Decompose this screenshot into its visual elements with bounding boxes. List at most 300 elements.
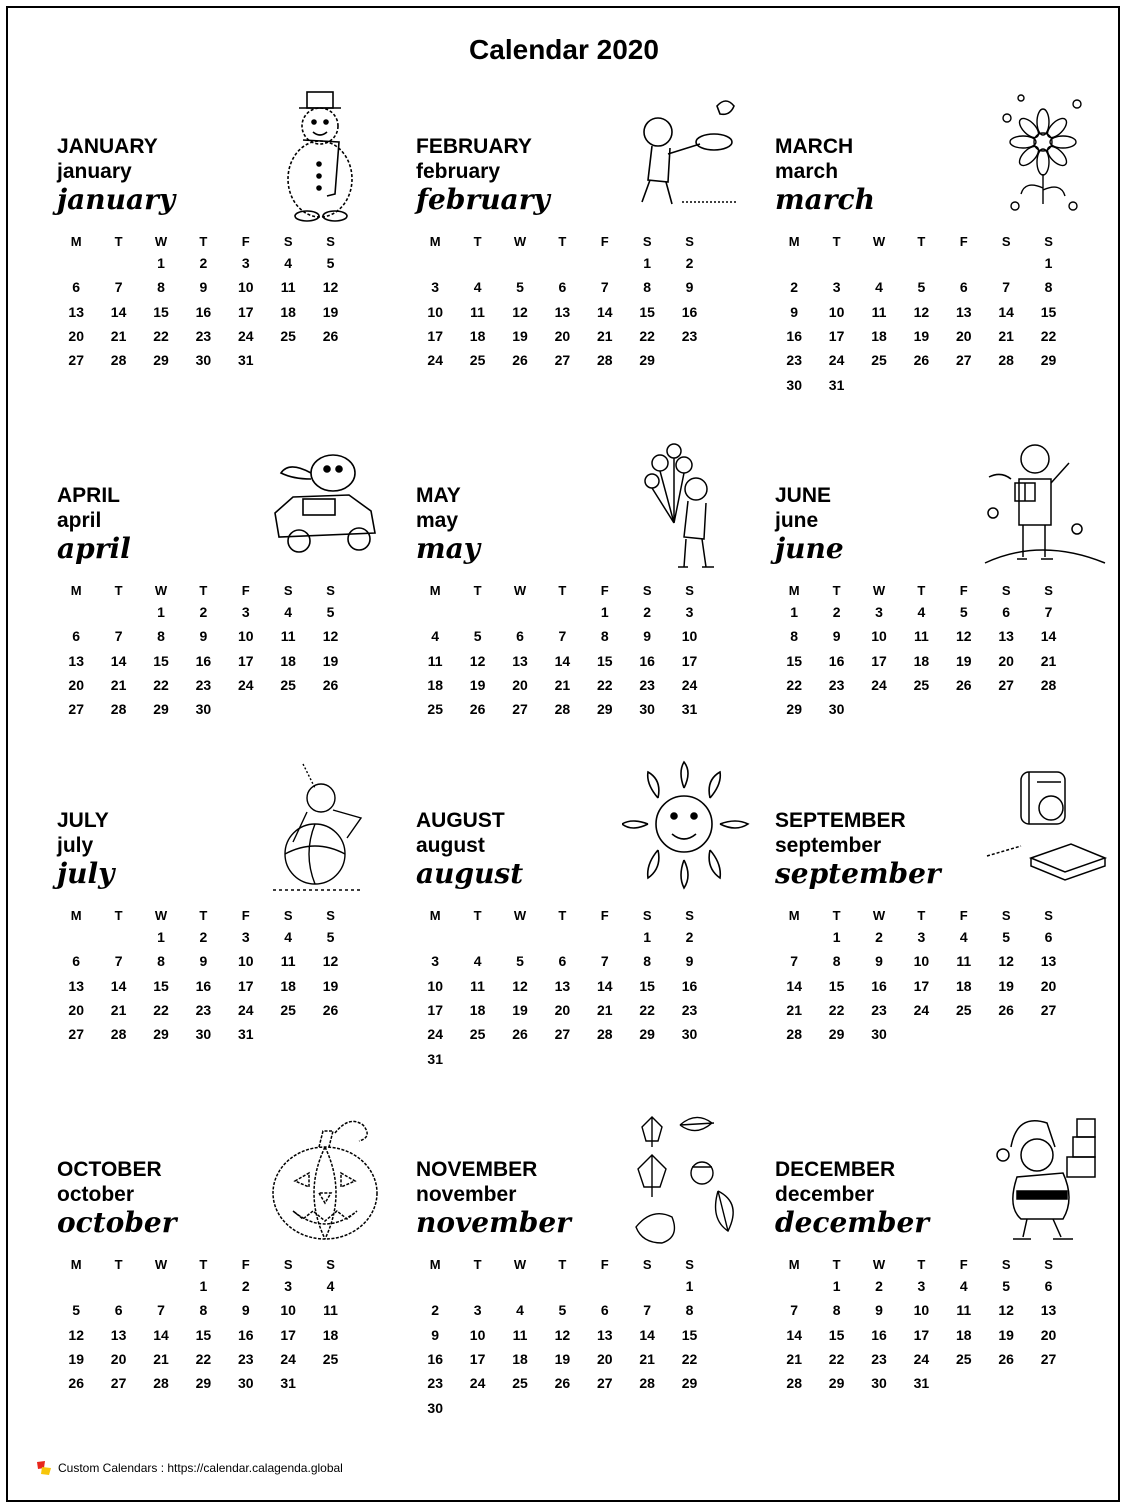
day-cell: 27: [1040, 1002, 1057, 1019]
day-cell: 26: [955, 677, 972, 694]
weekday-label: T: [558, 1256, 567, 1272]
day-cell: 8: [832, 1302, 841, 1319]
day-cell: 4: [326, 1278, 335, 1295]
day-cell: 15: [153, 652, 169, 669]
weekday-label: T: [832, 233, 841, 249]
day-cell: 8: [157, 628, 165, 645]
day-grid: [773, 231, 1073, 397]
weekday-label: W: [154, 1256, 168, 1272]
day-cell: 17: [427, 1002, 443, 1019]
day-cell: 1: [832, 1278, 841, 1295]
day-cell: 12: [322, 628, 339, 645]
day-cell: 22: [639, 328, 655, 345]
day-cell: 8: [685, 1302, 694, 1319]
weekday-label: T: [199, 1256, 208, 1272]
weekday-label: T: [832, 582, 841, 598]
month-name-lower: april: [57, 509, 102, 532]
day-grid: [773, 1254, 1073, 1395]
weekday-label: W: [872, 233, 886, 249]
month-name-lower: may: [416, 509, 459, 532]
weekday-label: M: [429, 907, 441, 923]
day-cell: 2: [685, 255, 694, 272]
day-cell: 8: [643, 953, 652, 970]
day-cell: 20: [554, 1002, 571, 1019]
week-row: [773, 1323, 1073, 1347]
day-cell: 19: [68, 1351, 84, 1368]
day-cell: 21: [786, 1002, 802, 1019]
month-names: [416, 483, 480, 565]
day-cell: 5: [326, 929, 335, 946]
weekday-label: S: [685, 907, 694, 923]
week-row: [414, 998, 714, 1022]
weekday-label: S: [1001, 1256, 1011, 1272]
snowman-icon: [263, 84, 393, 224]
week-row: [55, 1022, 355, 1046]
month-name-lower: october: [57, 1183, 135, 1206]
day-cell: 6: [600, 1302, 609, 1319]
day-grid: [773, 905, 1073, 1046]
day-cell: 23: [681, 1002, 698, 1019]
day-cell: 12: [322, 279, 339, 296]
day-cell: 16: [195, 303, 212, 320]
day-cell: 25: [280, 677, 296, 694]
day-cell: 5: [558, 1302, 567, 1319]
month-name-script: january: [57, 183, 176, 216]
week-row: [414, 1022, 714, 1046]
day-cell: 13: [1040, 1302, 1057, 1319]
day-cell: 5: [959, 604, 968, 621]
weekday-label: F: [959, 1256, 968, 1272]
day-cell: 2: [199, 929, 208, 946]
day-cell: 13: [596, 1326, 613, 1343]
weekday-label: T: [473, 907, 482, 923]
week-row: [414, 600, 714, 624]
weekday-header: [773, 231, 1073, 251]
day-cell: 16: [195, 652, 212, 669]
day-cell: 28: [110, 701, 127, 718]
day-cell: 14: [153, 1326, 169, 1343]
weekday-label: S: [283, 233, 293, 249]
weekday-label: W: [872, 1256, 886, 1272]
day-cell: 10: [280, 1302, 296, 1319]
day-cell: 23: [828, 677, 845, 694]
weekday-label: T: [832, 907, 841, 923]
day-cell: 3: [241, 604, 250, 621]
day-cell: 13: [998, 628, 1014, 645]
month-name-upper: JUNE: [775, 484, 832, 507]
day-cell: 15: [195, 1326, 212, 1343]
month-names: [775, 134, 875, 216]
weekday-header: [773, 905, 1073, 925]
day-cell: 27: [596, 1375, 613, 1392]
day-cell: 18: [955, 1326, 972, 1343]
day-cell: 21: [639, 1351, 655, 1368]
day-cell: 24: [469, 1375, 486, 1392]
day-cell: 15: [153, 303, 169, 320]
weekday-header: [55, 231, 355, 251]
week-row: [55, 300, 355, 324]
day-cell: 9: [199, 279, 208, 296]
day-cell: 5: [516, 953, 524, 970]
weekday-label: T: [114, 233, 123, 249]
weekday-label: F: [600, 233, 609, 249]
day-cell: 26: [913, 352, 930, 369]
month-name-upper: NOVEMBER: [416, 1158, 538, 1181]
day-cell: 11: [871, 303, 887, 320]
weekday-label: M: [70, 582, 82, 598]
day-cell: 17: [280, 1326, 296, 1343]
day-cell: 8: [643, 279, 652, 296]
day-cell: 30: [195, 701, 212, 718]
weekday-label: S: [1044, 1256, 1053, 1272]
day-cell: 29: [153, 1026, 169, 1043]
day-cell: 12: [998, 1302, 1014, 1319]
day-cell: 9: [832, 628, 841, 645]
day-cell: 1: [790, 604, 799, 621]
day-cell: 18: [871, 328, 887, 345]
month-name-lower: january: [57, 160, 132, 183]
day-cell: 9: [199, 953, 208, 970]
day-cell: 1: [832, 929, 841, 946]
month-name-script: june: [775, 532, 844, 565]
day-cell: 4: [875, 279, 883, 296]
day-cell: 27: [68, 701, 84, 718]
weekday-label: M: [429, 1256, 441, 1272]
month-names: [57, 483, 131, 565]
weekday-label: T: [114, 582, 123, 598]
day-cell: 25: [469, 1026, 486, 1043]
day-cell: 12: [554, 1326, 571, 1343]
day-cell: 6: [114, 1302, 123, 1319]
day-cell: 19: [322, 303, 339, 320]
weekday-label: T: [199, 582, 208, 598]
day-cell: 15: [1040, 303, 1057, 320]
day-cell: 23: [681, 328, 698, 345]
day-cell: 14: [596, 977, 613, 994]
day-cell: 2: [685, 929, 694, 946]
day-cell: 19: [512, 328, 528, 345]
day-grid: [55, 231, 355, 372]
day-cell: 19: [913, 328, 930, 345]
month-name-upper: OCTOBER: [57, 1158, 162, 1181]
day-cell: 30: [195, 352, 212, 369]
day-cell: 30: [237, 1375, 254, 1392]
weekday-header: [414, 905, 714, 925]
day-cell: 3: [241, 929, 250, 946]
week-row: [414, 697, 714, 721]
day-cell: 3: [875, 604, 883, 621]
day-cell: 10: [237, 279, 254, 296]
week-row: [414, 348, 714, 372]
day-cell: 24: [237, 328, 254, 345]
day-cell: 21: [596, 1002, 613, 1019]
day-cell: 4: [473, 953, 482, 970]
month-october: [55, 1157, 385, 1487]
day-cell: 21: [786, 1351, 802, 1368]
weekday-label: T: [114, 1256, 123, 1272]
week-row: [414, 275, 714, 299]
day-cell: 27: [998, 677, 1014, 694]
weekday-label: T: [917, 582, 926, 598]
day-cell: 27: [554, 1026, 571, 1043]
day-cell: 12: [998, 953, 1014, 970]
month-name-lower: august: [416, 834, 485, 857]
day-cell: 25: [322, 1351, 339, 1368]
day-cell: 23: [427, 1375, 443, 1392]
day-cell: 20: [68, 328, 84, 345]
day-cell: 17: [237, 303, 254, 320]
month-december: [773, 1157, 1103, 1487]
week-row: [55, 974, 355, 998]
month-name-lower: december: [775, 1183, 875, 1206]
day-cell: 29: [639, 1026, 655, 1043]
month-name-lower: july: [57, 834, 94, 857]
day-cell: 10: [427, 977, 443, 994]
weekday-label: S: [642, 907, 652, 923]
day-cell: 12: [322, 953, 339, 970]
day-cell: 28: [110, 352, 127, 369]
day-cell: 7: [114, 953, 123, 970]
weekday-label: W: [154, 233, 168, 249]
weekday-label: S: [1001, 582, 1011, 598]
week-row: [55, 600, 355, 624]
weekday-label: W: [872, 907, 886, 923]
day-cell: 2: [199, 604, 208, 621]
day-cell: 20: [998, 652, 1014, 669]
day-cell: 1: [685, 1278, 694, 1295]
day-cell: 5: [326, 604, 335, 621]
month-name-upper: SEPTEMBER: [775, 809, 906, 832]
day-cell: 14: [110, 303, 127, 320]
day-cell: 8: [600, 628, 609, 645]
day-cell: 10: [871, 628, 887, 645]
week-row: [773, 251, 1073, 275]
day-cell: 25: [427, 701, 443, 718]
day-cell: 9: [790, 303, 799, 320]
weekday-label: T: [917, 907, 926, 923]
day-cell: 21: [153, 1351, 169, 1368]
day-cell: 5: [1002, 929, 1011, 946]
day-cell: 11: [427, 652, 443, 669]
day-cell: 11: [280, 953, 296, 970]
day-cell: 13: [68, 652, 84, 669]
week-row: [414, 974, 714, 998]
day-cell: 23: [237, 1351, 254, 1368]
day-cell: 1: [1044, 255, 1053, 272]
week-row: [773, 1347, 1073, 1371]
month-name-script: may: [416, 532, 481, 565]
weekday-label: T: [114, 907, 123, 923]
day-cell: 30: [871, 1026, 887, 1043]
day-cell: 27: [955, 352, 972, 369]
month-name-upper: APRIL: [57, 484, 120, 507]
day-cell: 26: [512, 352, 528, 369]
weekday-label: S: [326, 907, 335, 923]
calendar-title: Calendar 2020: [469, 34, 659, 65]
weekday-header: [414, 231, 714, 251]
weekday-label: W: [513, 233, 527, 249]
day-cell: 28: [153, 1375, 169, 1392]
day-cell: 29: [1040, 352, 1057, 369]
month-march: [773, 134, 1103, 464]
day-cell: 27: [68, 1026, 84, 1043]
day-cell: 6: [72, 953, 81, 970]
day-cell: 20: [68, 1002, 84, 1019]
day-cell: 1: [199, 1278, 208, 1295]
day-cell: 2: [832, 604, 841, 621]
week-row: [773, 372, 1073, 396]
weekday-label: S: [685, 233, 694, 249]
month-name-upper: MAY: [416, 484, 461, 507]
day-cell: 3: [473, 1302, 482, 1319]
weekday-label: T: [473, 233, 482, 249]
weekday-header: [414, 1254, 714, 1274]
day-cell: 5: [72, 1302, 81, 1319]
week-row: [55, 673, 355, 697]
month-august: [414, 808, 744, 1138]
day-cell: 18: [280, 303, 296, 320]
pumpkin-icon: [263, 1107, 393, 1247]
day-cell: 22: [681, 1351, 698, 1368]
month-name-lower: march: [775, 160, 839, 183]
day-cell: 16: [427, 1351, 443, 1368]
weekday-label: T: [199, 907, 208, 923]
weekday-header: [55, 580, 355, 600]
week-row: [414, 1298, 714, 1322]
week-row: [55, 251, 355, 275]
day-cell: 22: [639, 1002, 655, 1019]
day-cell: 18: [280, 652, 296, 669]
weekday-label: F: [600, 582, 609, 598]
day-cell: 24: [280, 1351, 296, 1368]
day-cell: 3: [284, 1278, 293, 1295]
weekday-label: S: [642, 582, 652, 598]
day-cell: 31: [237, 1026, 254, 1043]
day-cell: 1: [600, 604, 609, 621]
day-cell: 9: [875, 953, 883, 970]
weekday-label: T: [558, 907, 567, 923]
day-cell: 30: [681, 1026, 698, 1043]
day-cell: 6: [516, 628, 524, 645]
week-row: [773, 697, 1073, 721]
day-cell: 25: [955, 1002, 972, 1019]
day-cell: 7: [114, 279, 123, 296]
day-cell: 29: [786, 701, 802, 718]
week-row: [414, 324, 714, 348]
day-cell: 1: [643, 929, 652, 946]
autumn-leaves-icon: [622, 1107, 752, 1247]
day-cell: 5: [917, 279, 926, 296]
day-cell: 12: [469, 652, 486, 669]
day-cell: 8: [790, 628, 799, 645]
day-cell: 7: [643, 1302, 652, 1319]
day-cell: 8: [199, 1302, 208, 1319]
weekday-label: S: [642, 233, 652, 249]
month-november: [414, 1157, 744, 1487]
week-row: [773, 324, 1073, 348]
day-cell: 31: [237, 352, 254, 369]
day-cell: 16: [195, 977, 212, 994]
week-row: [55, 949, 355, 973]
day-cell: 29: [828, 1026, 845, 1043]
day-cell: 17: [913, 977, 930, 994]
day-cell: 24: [427, 1026, 443, 1043]
day-cell: 9: [685, 279, 694, 296]
month-name-upper: JANUARY: [57, 135, 158, 158]
day-cell: 5: [1002, 1278, 1011, 1295]
day-cell: 30: [871, 1375, 887, 1392]
day-cell: 29: [681, 1375, 698, 1392]
day-cell: 7: [790, 1302, 799, 1319]
day-cell: 14: [554, 652, 571, 669]
week-row: [773, 1371, 1073, 1395]
week-row: [773, 1022, 1073, 1046]
day-cell: 14: [110, 977, 127, 994]
day-cell: 28: [110, 1026, 127, 1043]
day-cell: 26: [322, 1002, 339, 1019]
day-cell: 26: [322, 328, 339, 345]
week-row: [773, 649, 1073, 673]
weekday-label: S: [326, 1256, 335, 1272]
week-row: [414, 1323, 714, 1347]
day-cell: 17: [871, 652, 887, 669]
month-name-script: august: [416, 857, 524, 890]
week-row: [773, 624, 1073, 648]
day-cell: 1: [157, 604, 165, 621]
day-cell: 7: [157, 1302, 165, 1319]
day-cell: 25: [280, 328, 296, 345]
day-cell: 16: [871, 1326, 887, 1343]
day-cell: 14: [1040, 628, 1057, 645]
weekday-label: W: [154, 907, 168, 923]
day-cell: 19: [554, 1351, 571, 1368]
weekday-label: F: [600, 907, 609, 923]
weekday-label: F: [241, 1256, 250, 1272]
pancake-boy-icon: [622, 84, 752, 224]
day-cell: 9: [643, 628, 652, 645]
day-cell: 13: [110, 1326, 127, 1343]
day-cell: 13: [68, 303, 84, 320]
day-cell: 25: [955, 1351, 972, 1368]
week-row: [773, 673, 1073, 697]
week-row: [414, 673, 714, 697]
day-cell: 19: [469, 677, 486, 694]
day-cell: 30: [786, 376, 802, 393]
day-cell: 27: [1040, 1351, 1057, 1368]
day-cell: 17: [681, 652, 698, 669]
day-cell: 10: [237, 628, 254, 645]
day-cell: 21: [110, 328, 127, 345]
day-cell: 12: [913, 303, 930, 320]
day-cell: 28: [596, 1026, 613, 1043]
month-name-upper: DECEMBER: [775, 1158, 896, 1181]
month-name-script: november: [416, 1206, 571, 1239]
day-cell: 23: [195, 677, 212, 694]
weekday-label: T: [558, 582, 567, 598]
week-row: [55, 1323, 355, 1347]
day-cell: 26: [68, 1375, 84, 1392]
day-cell: 15: [681, 1326, 698, 1343]
day-cell: 25: [469, 352, 486, 369]
day-cell: 10: [427, 303, 443, 320]
day-cell: 20: [110, 1351, 127, 1368]
week-row: [414, 300, 714, 324]
day-cell: 4: [516, 1302, 524, 1319]
day-cell: 11: [956, 1302, 972, 1319]
weekday-label: M: [70, 1256, 82, 1272]
week-row: [414, 949, 714, 973]
day-cell: 5: [473, 628, 482, 645]
